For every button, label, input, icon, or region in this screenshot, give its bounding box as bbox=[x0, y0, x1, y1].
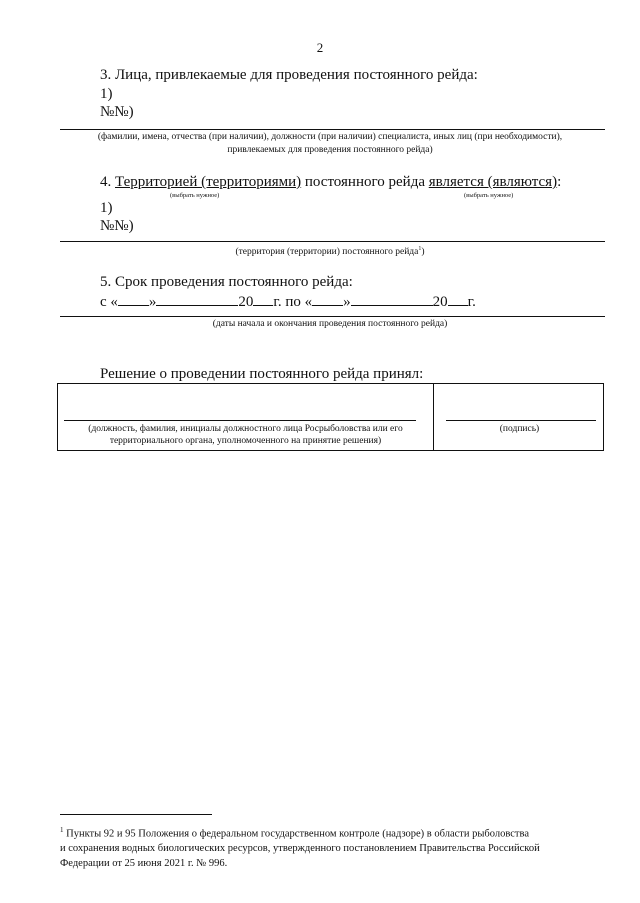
footnote-mark: 1 bbox=[60, 826, 64, 834]
section4-middle-text: постоянного рейда bbox=[304, 174, 425, 190]
official-caption-line2: территориального органа, уполномоченного на принятие решения) bbox=[109, 436, 382, 446]
section4-item-n: №№) bbox=[100, 218, 134, 234]
section3-title: 3. Лица, привлекаемые для проведения постоянного рейда: bbox=[100, 67, 478, 83]
section4-colon: : bbox=[557, 174, 562, 190]
section4-caption bbox=[40, 243, 620, 259]
official-caption-line1: (должность, фамилия, инициалы должностного лица Росрыболовства или его bbox=[88, 424, 403, 434]
section4-caption-end: ) bbox=[421, 247, 425, 258]
date-to-year-prefix: 20 bbox=[432, 294, 448, 310]
footnote-line3: Федерации от 25 июня 2021 г. № 996. bbox=[60, 857, 228, 869]
section4-item-1: 1) bbox=[100, 200, 113, 216]
official-cell bbox=[58, 384, 434, 451]
section5-dates-line bbox=[100, 292, 476, 311]
date-from-year-blank bbox=[253, 292, 273, 306]
section4-caption-text: (территория (территории) постоянного рейда bbox=[235, 247, 419, 258]
date-from-year-prefix: 20 bbox=[238, 294, 254, 310]
date-to-open: г. по « bbox=[273, 294, 313, 310]
section3-caption-line2: привлекаемых для проведения постоянного рейда) bbox=[227, 145, 433, 155]
signature-caption: (подпись) bbox=[499, 424, 540, 434]
section5-fill-line bbox=[60, 316, 605, 317]
date-from-open-quote: с « bbox=[100, 294, 118, 310]
signature-cell bbox=[434, 384, 604, 451]
signature-table bbox=[57, 383, 604, 451]
footnote-line2: и сохранения водных биологических ресурсов, утвержденного постановлением Правительства Российской bbox=[60, 843, 540, 854]
section4-heading bbox=[100, 174, 561, 191]
official-fill-line bbox=[64, 420, 416, 421]
date-to-month-blank bbox=[351, 292, 433, 306]
footnote-separator bbox=[60, 814, 212, 815]
section3-item-n: №№) bbox=[100, 104, 134, 120]
footnote-line1-text: Пункты 92 и 95 Положения о федеральном государственном контроле (надзоре) в области рыболовства bbox=[66, 828, 529, 840]
section4-fill-line bbox=[60, 241, 605, 242]
page-number: 2 bbox=[316, 40, 324, 55]
section4-hint-2: (выбрать нужное) bbox=[464, 192, 514, 199]
date-from-month-blank bbox=[156, 292, 238, 306]
date-to-day-blank bbox=[312, 292, 343, 306]
decision-title: Решение о проведении постоянного рейда принял: bbox=[100, 366, 424, 382]
date-to-year-suffix: г. bbox=[467, 294, 476, 310]
signature-fill-line bbox=[446, 420, 596, 421]
section5-caption: (даты начала и окончания проведения постоянного рейда) bbox=[212, 319, 448, 329]
section3-item-1: 1) bbox=[100, 86, 113, 102]
section4-territory-option: Территорией (территориями) bbox=[115, 174, 302, 190]
date-to-close-quote: » bbox=[343, 294, 351, 310]
footnote bbox=[60, 823, 605, 871]
section5-title: 5. Срок проведения постоянного рейда: bbox=[100, 274, 353, 290]
date-from-close-quote: » bbox=[148, 294, 157, 310]
section4-verb-option: является (являются) bbox=[428, 174, 558, 190]
date-from-day-blank bbox=[118, 292, 149, 306]
section4-caption-footnote-mark: 1 bbox=[418, 246, 422, 252]
footnote-line1 bbox=[60, 823, 605, 842]
section3-fill-line bbox=[60, 129, 605, 130]
date-to-year-blank bbox=[448, 292, 468, 306]
section4-hint-1: (выбрать нужное) bbox=[170, 192, 220, 199]
section4-number: 4. bbox=[100, 174, 112, 190]
section3-caption-line1: (фамилии, имена, отчества (при наличии), должности (при наличии) специалиста, иных лиц (при необходимости), bbox=[97, 132, 563, 142]
